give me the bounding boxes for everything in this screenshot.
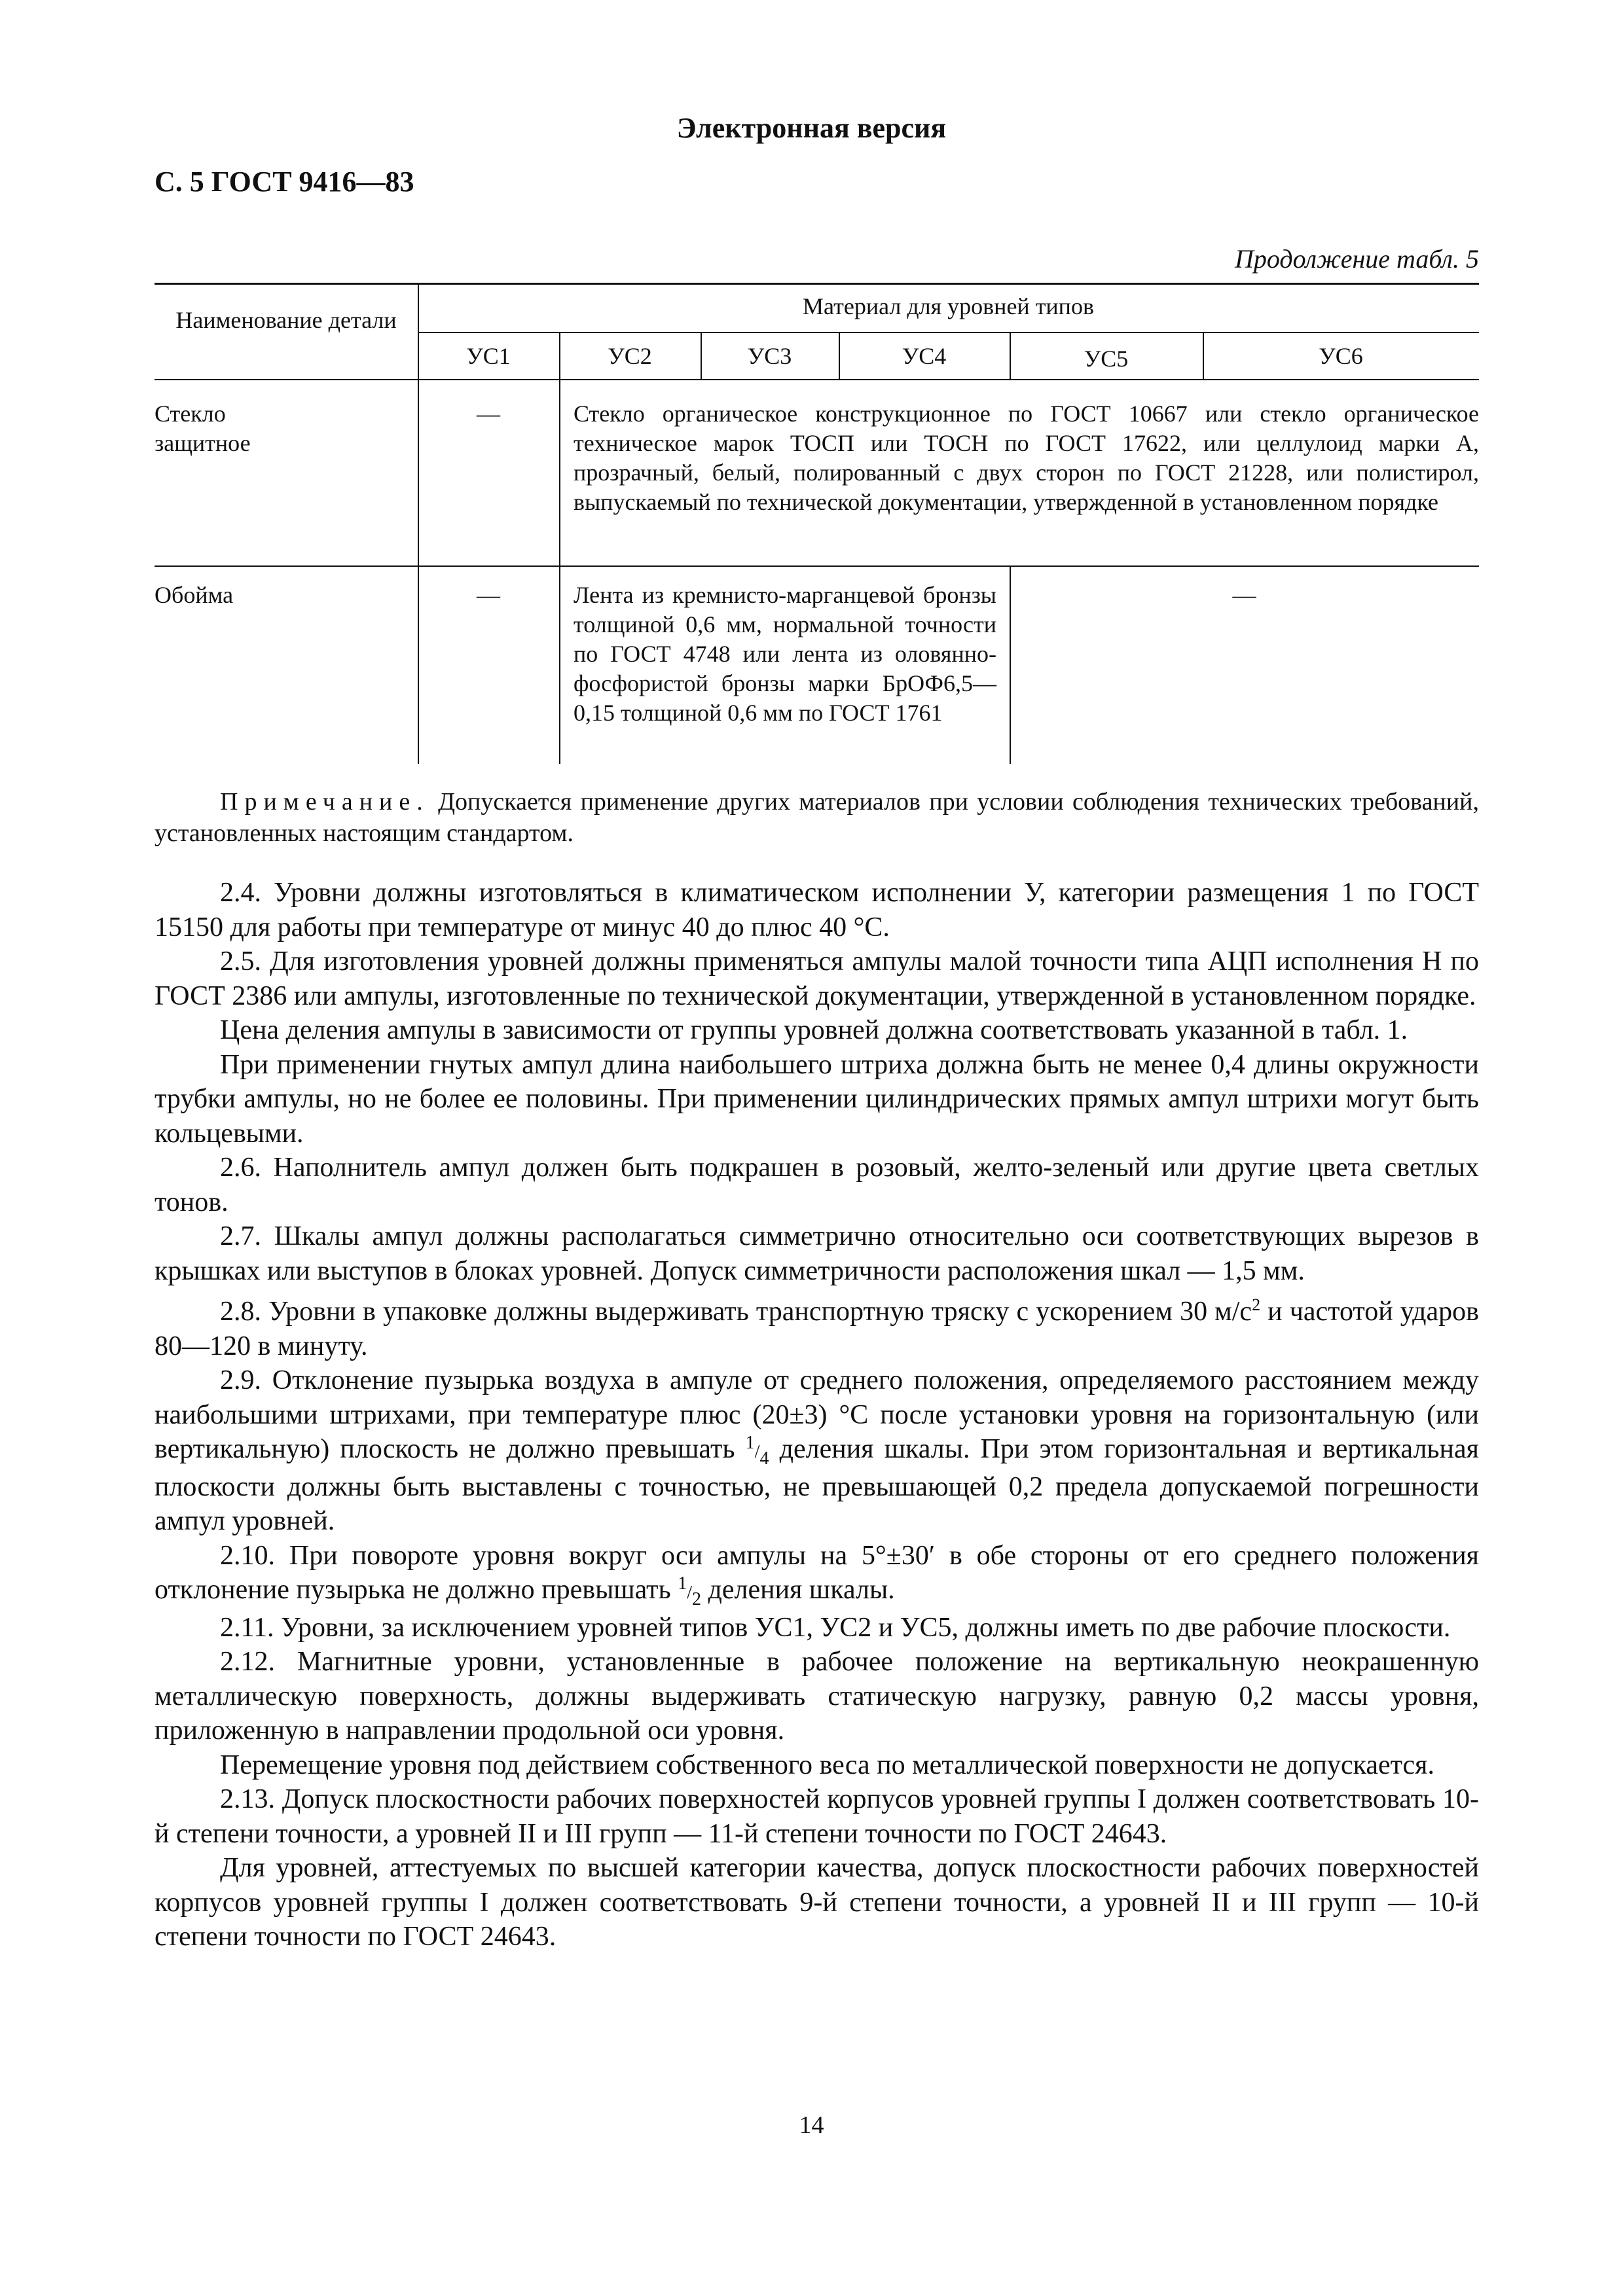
paragraph-2-6: 2.6. Наполнитель ампул должен быть подкрашен в розовый, желто-зеленый или другие цвета светлых тонов.: [155, 1153, 1479, 1217]
type-us3: УС3: [747, 343, 792, 369]
row2-name: Обойма: [155, 582, 234, 608]
header-split-rule: [418, 332, 1479, 333]
row1-us1: —: [477, 401, 500, 427]
paragraph-2-5-scale: Цена деления ампулы в зависимости от группы уровней должна соответствовать указанной в табл. 1.: [220, 1015, 1408, 1045]
p2-10-text-b: деления шкалы.: [701, 1575, 895, 1605]
paragraph-2-9: [155, 1363, 1479, 1539]
col-header-name: Наименование детали: [175, 307, 397, 333]
page-number: 14: [799, 2111, 824, 2139]
paragraph-2-12-movement: Перемещение уровня под действием собственного веса по металлической поверхности не допускается.: [220, 1749, 1434, 1780]
p2-8-text-a: 2.8. Уровни в упаковке должны выдерживать транспортную тряску с ускорением 30 м/с: [220, 1297, 1252, 1327]
row-separator-rule: [155, 565, 1479, 567]
row1-name: Стекло защитное: [155, 401, 251, 456]
row2-us1: —: [477, 582, 500, 608]
p2-10-frac-den: 2: [691, 1589, 701, 1609]
table-continuation: Продолжение табл. 5: [1234, 244, 1479, 274]
paragraph-2-8: [155, 1288, 1479, 1363]
paragraph-2-11: 2.11. Уровни, за исключением уровней типов УС1, УС2 и УС5, должны иметь по две рабочие плоскости.: [220, 1612, 1451, 1643]
type-us6: УС6: [1319, 343, 1363, 369]
table-top-rule: [155, 283, 1479, 285]
type-us2: УС2: [608, 343, 652, 369]
paragraph-2-13: 2.13. Допуск плоскостности рабочих поверхностей корпусов уровней группы I должен соответствовать 10-й степени точности, а уровней II и III групп — 11-й степени точности по ГОСТ 24643.: [155, 1784, 1479, 1849]
type-us5: УС5: [1084, 346, 1129, 372]
paragraph-2-5: 2.5. Для изготовления уровней должны применяться ампулы малой точности типа АЦП исполнения Н по ГОСТ 2386 или ампулы, изготовленные по технической документации, утвержденной в установленном порядке.: [155, 946, 1479, 1011]
note-text: Допускается применение других материалов при условии соблюдения технических требований, установленных настоящим стандартом.: [155, 788, 1479, 847]
col-header-material: Материал для уровней типов: [803, 293, 1094, 319]
body-text: [155, 876, 1479, 1954]
row2-us5-us6: —: [1232, 582, 1256, 608]
row1-material: Стекло органическое конструкционное по ГОСТ 10667 или стекло органическое техническое марок ТОСП или ТОСН по ГОСТ 17622, или целлулоид марки А, прозрачный, белый, полированный с двух сторон по ГОСТ 21228, или полистирол, выпускаемый по технической документации, утвержденной в установленном порядке: [574, 401, 1479, 515]
p2-8-text-b: и частотой ударов 80—120 в минуту.: [155, 1297, 1479, 1361]
p2-10-text-a: 2.10. При повороте уровня вокруг оси ампулы на 5°±30′ в обе стороны от его среднего положения отклонение пузырька не должно превышать: [155, 1540, 1479, 1605]
type-us1: УС1: [466, 343, 511, 369]
paragraph-2-10: [155, 1539, 1479, 1611]
p2-9-frac-num: 1: [745, 1433, 755, 1453]
header-bottom-rule: [155, 379, 1479, 380]
p2-9-text-b: деления шкалы. При этом горизонтальная и вертикальная плоскости должны быть выставлены с точностью, не превышающей 0,2 предела допускаемой погрешности ампул уровней.: [155, 1434, 1479, 1536]
p2-9-frac-den: 4: [759, 1448, 769, 1469]
type-us4: УС4: [902, 343, 947, 369]
paragraph-2-12: 2.12. Магнитные уровни, установленные в рабочее положение на вертикальную неокрашенную металлическую поверхность, должны выдерживать статическую нагрузку, равную 0,2 массы уровня, приложенную в направлении продольной оси уровня.: [155, 1647, 1479, 1746]
p2-9-text-a: 2.9. Отклонение пузырька воздуха в ампуле от среднего положения, определяемого расстоянием между наибольшими штрихами, при температуре плюс (20±3) °С после установки уровня на горизонтальную (или вертикальную) плоскость не должно превышать: [155, 1365, 1479, 1464]
row2-material: Лента из кремнисто-марганцевой бронзы толщиной 0,6 мм, нормальной точности по ГОСТ 4748 или лента из оловянно-фосфористой бронзы марки БрОФ6,5—0,15 толщиной 0,6 мм по ГОСТ 1761: [574, 582, 996, 726]
table-note: [155, 786, 1479, 849]
note-label: Примечание.: [220, 788, 429, 816]
p2-9-fraction: 1/4: [745, 1433, 769, 1469]
col-rule-2: [559, 332, 560, 764]
p2-8-superscript: 2: [1252, 1295, 1261, 1314]
paragraph-2-4: 2.4. Уровни должны изготовляться в климатическом исполнении У, категории размещения 1 по ГОСТ 15150 для работы при температуре от минус 40 до плюс 40 °С.: [155, 878, 1479, 942]
paragraph-2-7: 2.7. Шкалы ампул должны располагаться симметрично относительно оси соответствующих вырезов в крышках или выступов в блоках уровней. Допуск симметричности расположения шкал — 1,5 мм.: [155, 1221, 1479, 1286]
p2-10-frac-num: 1: [678, 1573, 687, 1594]
paragraph-2-13-quality: Для уровней, аттестуемых по высшей категории качества, допуск плоскостности рабочих поверхностей корпусов уровней группы I должен соответствовать 9-й степени точности, а уровней II и III групп — 10-й степени точности по ГОСТ 24643.: [155, 1853, 1479, 1952]
p2-10-fraction: 1/2: [678, 1573, 701, 1609]
doc-reference: С. 5 ГОСТ 9416—83: [155, 166, 414, 198]
paragraph-2-5-ampoules: При применении гнутых ампул длина наибольшего штриха должна быть не менее 0,4 длины окружности трубки ампулы, но не более ее половины. При применении цилиндрических прямых ампул штрихи могут быть кольцевыми.: [155, 1049, 1479, 1149]
materials-table: [155, 283, 1479, 764]
header-version: Электронная версия: [676, 112, 947, 144]
